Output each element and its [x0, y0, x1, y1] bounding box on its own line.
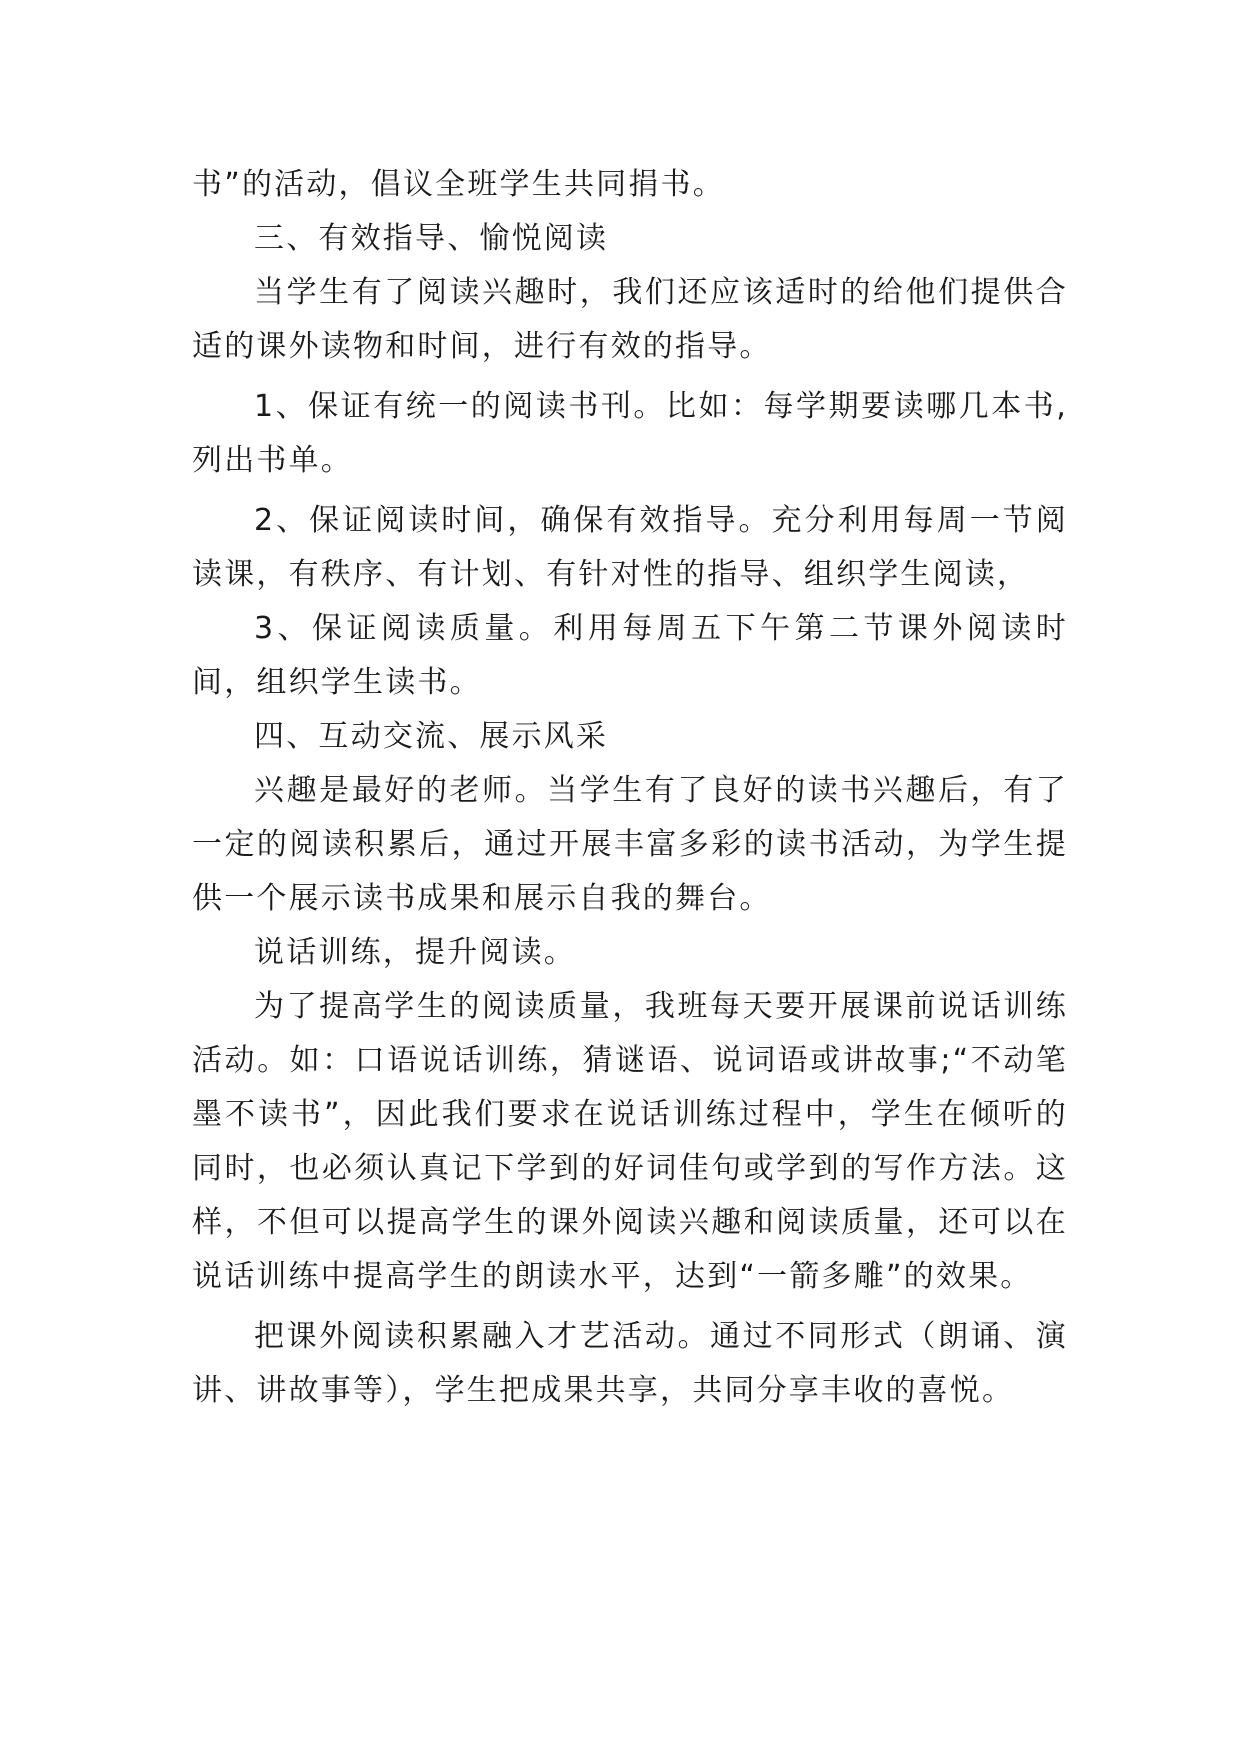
document-body	[192, 158, 1068, 1418]
section-heading-3: 三、有效指导、愉悦阅读	[254, 221, 609, 256]
list-item-3: 3、保证阅读质量。利用每周五下午第二节课外阅读时间，组织学生读书。	[192, 611, 1068, 700]
paragraph: 兴趣是最好的老师。当学生有了良好的读书兴趣后，有了一定的阅读积累后，通过开展丰富多彩的读书活动，为学生提供一个展示读书成果和展示自我的舞台。	[192, 773, 1068, 916]
paragraph: 为了提高学生的阅读质量，我班每天要开展课前说话训练活动。如：口语说话训练，猜谜语、说词语或讲故事;“不动笔墨不读书”，因此我们要求在说话训练过程中，学生在倾听的同时，也必须认真记下学到的好词佳句或学到的写作方法。这样，不但可以提高学生的课外阅读兴趣和阅读质量，还可以在说话训练中提高学生的朗读水平，达到“一箭多雕”的效果。	[192, 989, 1068, 1294]
paragraph-continuation: 书”的活动，倡议全班学生共同捐书。	[192, 167, 725, 202]
paragraph: 把课外阅读积累融入才艺活动。通过不同形式（朗诵、演讲、讲故事等），学生把成果共享，共同分享丰收的喜悦。	[192, 1319, 1068, 1408]
subheading: 说话训练，提升阅读。	[254, 935, 576, 970]
list-item-2: 2、保证阅读时间，确保有效指导。充分利用每周一节阅读课，有秩序、有计划、有针对性的指导、组织学生阅读，	[192, 503, 1068, 592]
paragraph: 当学生有了阅读兴趣时，我们还应该适时的给他们提供合适的课外读物和时间，进行有效的指导。	[192, 275, 1068, 364]
list-item-1: 1、保证有统一的阅读书刊。比如：每学期要读哪几本书,列出书单。	[192, 389, 1068, 478]
section-heading-4: 四、互动交流、展示风采	[254, 719, 609, 754]
